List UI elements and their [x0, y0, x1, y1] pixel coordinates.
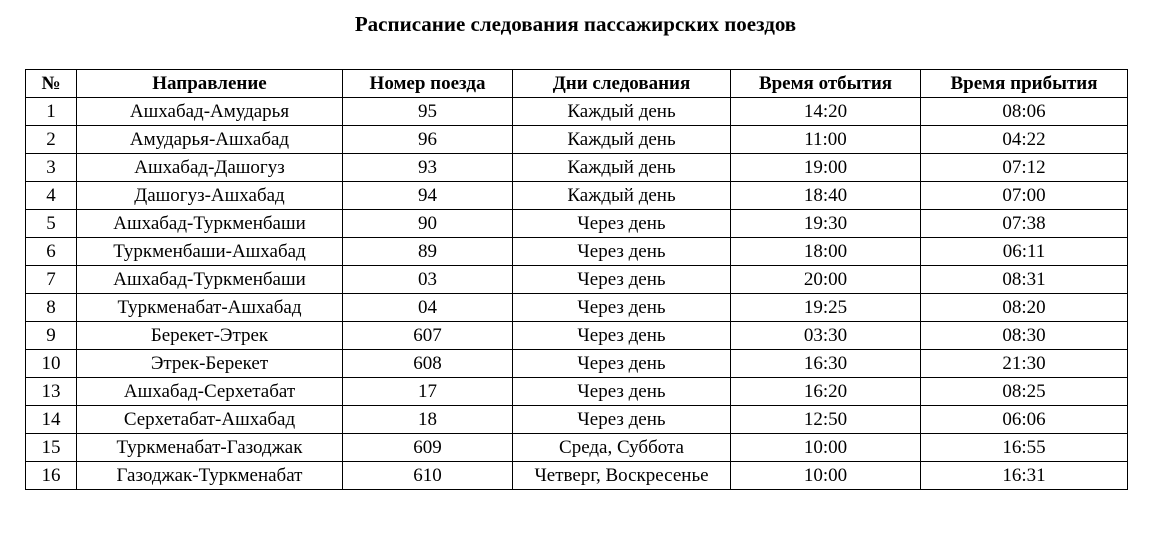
cell-departure: 20:00 [731, 266, 921, 294]
cell-days: Через день [513, 378, 731, 406]
cell-number: 8 [26, 294, 77, 322]
schedule-body [26, 98, 1128, 490]
cell-days: Через день [513, 322, 731, 350]
cell-train-number: 18 [343, 406, 513, 434]
cell-train-number: 610 [343, 462, 513, 490]
cell-days: Через день [513, 350, 731, 378]
cell-route: Ашхабад-Амударья [77, 98, 343, 126]
cell-train-number: 96 [343, 126, 513, 154]
table-row [26, 182, 1128, 210]
cell-departure: 19:00 [731, 154, 921, 182]
column-header-number: № [26, 70, 77, 98]
table-row [26, 462, 1128, 490]
cell-days: Каждый день [513, 126, 731, 154]
cell-route: Дашогуз-Ашхабад [77, 182, 343, 210]
cell-number: 9 [26, 322, 77, 350]
cell-arrival: 07:00 [921, 182, 1128, 210]
cell-train-number: 90 [343, 210, 513, 238]
cell-days: Через день [513, 238, 731, 266]
cell-train-number: 94 [343, 182, 513, 210]
cell-number: 10 [26, 350, 77, 378]
cell-number: 4 [26, 182, 77, 210]
cell-number: 13 [26, 378, 77, 406]
cell-departure: 11:00 [731, 126, 921, 154]
table-row [26, 378, 1128, 406]
cell-arrival: 08:31 [921, 266, 1128, 294]
table-row [26, 266, 1128, 294]
cell-route: Берекет-Этрек [77, 322, 343, 350]
cell-train-number: 93 [343, 154, 513, 182]
cell-days: Через день [513, 406, 731, 434]
cell-number: 6 [26, 238, 77, 266]
cell-arrival: 06:06 [921, 406, 1128, 434]
cell-arrival: 08:20 [921, 294, 1128, 322]
cell-departure: 16:20 [731, 378, 921, 406]
cell-number: 14 [26, 406, 77, 434]
cell-arrival: 21:30 [921, 350, 1128, 378]
column-header-days: Дни следования [513, 70, 731, 98]
cell-number: 1 [26, 98, 77, 126]
table-row [26, 322, 1128, 350]
cell-departure: 10:00 [731, 462, 921, 490]
column-header-route: Направление [77, 70, 343, 98]
cell-departure: 12:50 [731, 406, 921, 434]
cell-train-number: 608 [343, 350, 513, 378]
table-row [26, 350, 1128, 378]
cell-arrival: 08:06 [921, 98, 1128, 126]
cell-route: Серхетабат-Ашхабад [77, 406, 343, 434]
cell-number: 5 [26, 210, 77, 238]
cell-train-number: 03 [343, 266, 513, 294]
cell-days: Через день [513, 294, 731, 322]
cell-route: Амударья-Ашхабад [77, 126, 343, 154]
table-row [26, 406, 1128, 434]
cell-days: Четверг, Воскресенье [513, 462, 731, 490]
cell-route: Ашхабад-Дашогуз [77, 154, 343, 182]
cell-arrival: 16:55 [921, 434, 1128, 462]
cell-departure: 16:30 [731, 350, 921, 378]
column-header-arrival: Время прибытия [921, 70, 1128, 98]
cell-days: Через день [513, 210, 731, 238]
cell-number: 3 [26, 154, 77, 182]
cell-train-number: 04 [343, 294, 513, 322]
cell-number: 16 [26, 462, 77, 490]
table-row [26, 98, 1128, 126]
cell-number: 15 [26, 434, 77, 462]
cell-days: Каждый день [513, 182, 731, 210]
table-row [26, 434, 1128, 462]
cell-train-number: 17 [343, 378, 513, 406]
table-row [26, 154, 1128, 182]
table-row [26, 210, 1128, 238]
column-header-train-number: Номер поезда [343, 70, 513, 98]
cell-train-number: 89 [343, 238, 513, 266]
cell-route: Туркменабат-Газоджак [77, 434, 343, 462]
cell-route: Туркменбаши-Ашхабад [77, 238, 343, 266]
cell-departure: 18:00 [731, 238, 921, 266]
page-title: Расписание следования пассажирских поездов [354, 12, 797, 36]
cell-departure: 14:20 [731, 98, 921, 126]
cell-train-number: 609 [343, 434, 513, 462]
cell-route: Ашхабад-Серхетабат [77, 378, 343, 406]
cell-route: Газоджак-Туркменабат [77, 462, 343, 490]
cell-days: Через день [513, 266, 731, 294]
cell-arrival: 07:12 [921, 154, 1128, 182]
cell-arrival: 16:31 [921, 462, 1128, 490]
cell-train-number: 607 [343, 322, 513, 350]
cell-days: Каждый день [513, 98, 731, 126]
cell-arrival: 08:25 [921, 378, 1128, 406]
table-row [26, 294, 1128, 322]
cell-departure: 19:30 [731, 210, 921, 238]
cell-arrival: 04:22 [921, 126, 1128, 154]
table-header-row [26, 70, 1128, 98]
column-header-departure: Время отбытия [731, 70, 921, 98]
cell-route: Туркменабат-Ашхабад [77, 294, 343, 322]
cell-departure: 03:30 [731, 322, 921, 350]
cell-number: 7 [26, 266, 77, 294]
table-row [26, 126, 1128, 154]
cell-number: 2 [26, 126, 77, 154]
cell-route: Ашхабад-Туркменбаши [77, 210, 343, 238]
cell-days: Среда, Суббота [513, 434, 731, 462]
cell-train-number: 95 [343, 98, 513, 126]
schedule-table [25, 69, 1128, 490]
cell-days: Каждый день [513, 154, 731, 182]
cell-arrival: 06:11 [921, 238, 1128, 266]
cell-route: Ашхабад-Туркменбаши [77, 266, 343, 294]
cell-route: Этрек-Берекет [77, 350, 343, 378]
cell-departure: 18:40 [731, 182, 921, 210]
table-row [26, 238, 1128, 266]
cell-departure: 19:25 [731, 294, 921, 322]
cell-arrival: 08:30 [921, 322, 1128, 350]
cell-arrival: 07:38 [921, 210, 1128, 238]
cell-departure: 10:00 [731, 434, 921, 462]
